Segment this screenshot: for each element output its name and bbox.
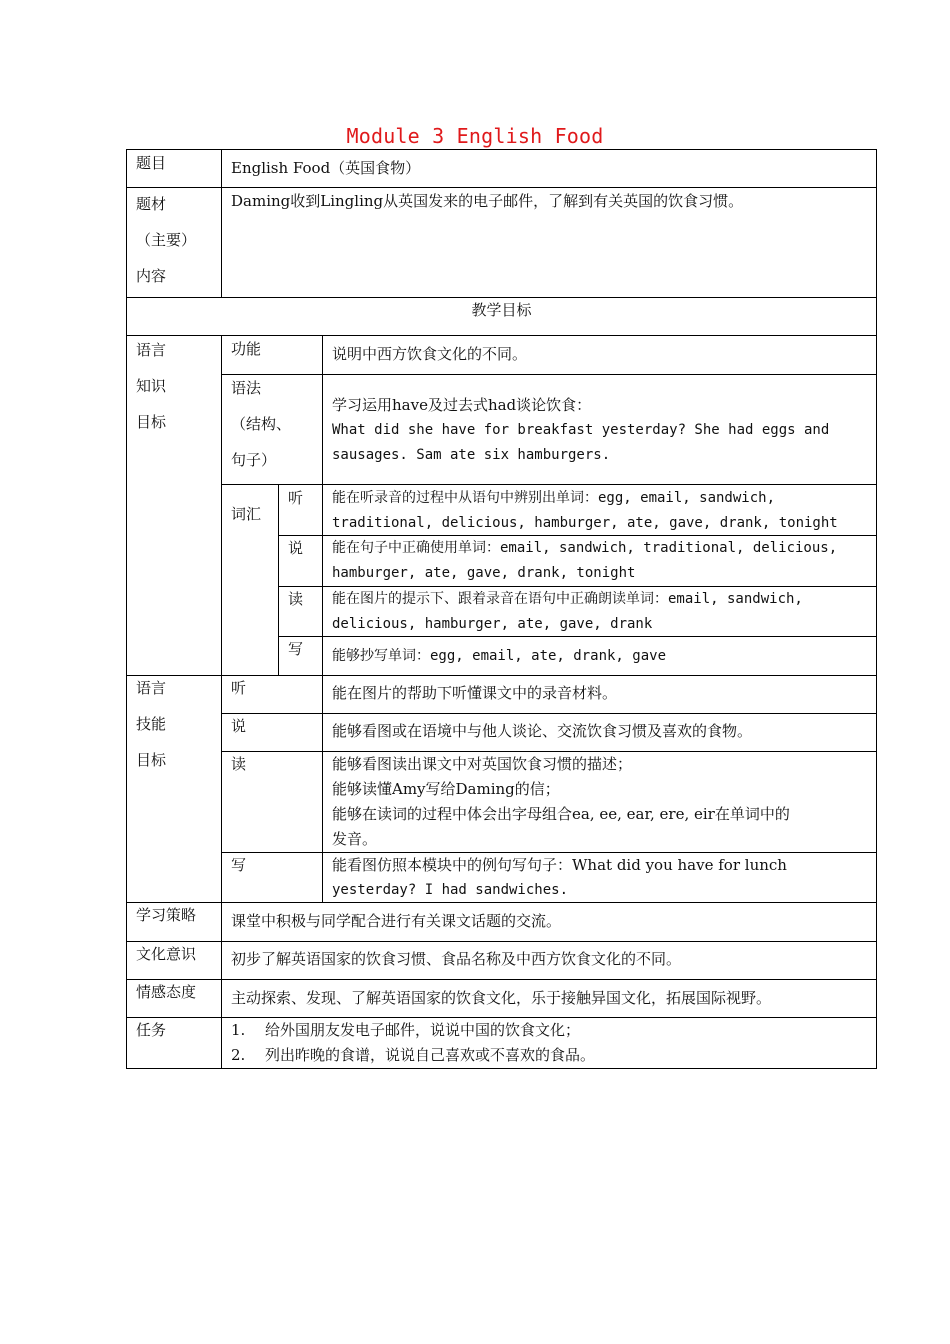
skill-line: yesterday? I had sandwiches.	[332, 882, 569, 898]
skill-line: 能在图片的帮助下听懂课文中的录音材料。	[332, 684, 618, 702]
vocab-line: 能在听录音的过程中从语句中辨别出单词：egg, email, sandwich,	[332, 490, 776, 506]
vocab-listen-text	[323, 486, 876, 536]
vocab-skill-listen: 听	[288, 489, 304, 507]
content-value: Daming收到Lingling从英国发来的电子邮件，了解到有关英国的饮食习惯。	[231, 192, 744, 210]
content-label-line: （主要）	[136, 231, 197, 249]
vocab-read-text	[323, 587, 876, 637]
vocab-speak-text	[323, 536, 876, 586]
attitude-value: 主动探索、发现、了解英语国家的饮食文化，乐于接触异国文化，拓展国际视野。	[231, 989, 772, 1007]
task-number: 1.	[231, 1021, 246, 1039]
function-label: 功能	[231, 340, 262, 358]
grammar-label-line: （结构、	[231, 415, 292, 433]
tasks-list	[222, 1018, 876, 1068]
skills-label-line: 技能	[136, 715, 167, 733]
skill-write-text	[323, 853, 876, 903]
table-border-right	[876, 149, 877, 1069]
vocab-line: 能在句子中正确使用单词：email, sandwich, traditional, delicious,	[332, 540, 838, 556]
vocab-skill-write: 写	[288, 640, 304, 658]
grammar-line: sausages. Sam ate six hamburgers.	[332, 447, 611, 463]
skill-write-label: 写	[231, 856, 247, 874]
content-label	[127, 186, 221, 294]
grammar-value	[323, 393, 876, 468]
skill-line: 发音。	[332, 830, 378, 848]
vocab-skill-speak: 说	[288, 539, 304, 557]
skill-speak-text	[323, 719, 876, 744]
knowledge-label-line: 语言	[136, 341, 167, 359]
grammar-label	[222, 370, 322, 478]
skill-line: 能够看图或在语境中与他人谈论、交流饮食习惯及喜欢的食物。	[332, 722, 753, 740]
row-divider	[221, 484, 877, 485]
knowledge-label	[127, 332, 221, 440]
grammar-line: What did she have for breakfast yesterday? She had eggs and	[332, 422, 830, 438]
vocab-line: 能够抄写单词：egg, email, ate, drank, gave	[332, 648, 667, 664]
row-divider	[126, 941, 877, 942]
vocab-line: hamburger, ate, gave, drank, tonight	[332, 565, 636, 581]
task-text: 列出昨晚的食谱，说说自己喜欢或不喜欢的食品。	[265, 1046, 596, 1064]
vocab-skill-read: 读	[288, 590, 304, 608]
content-label-line: 内容	[136, 267, 167, 285]
skill-read-label: 读	[231, 755, 247, 773]
skill-line: 能够在读词的过程中体会出字母组合ea, ee, ear, ere, eir在单词中的	[332, 805, 790, 823]
attitude-label: 情感态度	[136, 983, 197, 1001]
grammar-label-line: 句子）	[231, 451, 277, 469]
vocab-line: delicious, hamburger, ate, gave, drank	[332, 616, 653, 632]
skills-label	[127, 670, 221, 778]
row-divider	[126, 187, 877, 188]
strategy-value: 课堂中积极与同学配合进行有关课文话题的交流。	[231, 912, 562, 930]
document-title: Module 3 English Food	[346, 124, 604, 148]
strategy-label: 学习策略	[136, 906, 197, 924]
table-border-bottom	[126, 1068, 877, 1069]
vocab-write-text	[323, 644, 876, 669]
row-divider	[126, 335, 877, 336]
skill-line: 能看图仿照本模块中的例句写句子：What did you have for lunch	[332, 856, 787, 874]
grammar-line: 学习运用have及过去式had谈论饮食：	[332, 396, 592, 414]
content-label-line: 题材	[136, 195, 167, 213]
objectives-header: 教学目标	[471, 301, 532, 319]
row-divider	[126, 979, 877, 980]
skills-label-line: 语言	[136, 679, 167, 697]
skill-speak-label: 说	[231, 717, 247, 735]
task-item	[231, 1043, 876, 1068]
topic-label: 题目	[136, 154, 167, 172]
vocab-label: 词汇	[231, 505, 262, 523]
topic-value: English Food（英国食物）	[231, 159, 421, 177]
skill-listen-text	[323, 681, 876, 706]
skills-label-line: 目标	[136, 751, 167, 769]
vocab-line: 能在图片的提示下、跟着录音在语句中正确朗读单词：email, sandwich,	[332, 591, 803, 607]
skill-line: 能够看图读出课文中对英国饮食习惯的描述；	[332, 755, 633, 773]
task-text: 给外国朋友发电子邮件，说说中国的饮食文化；	[265, 1021, 581, 1039]
tasks-label: 任务	[136, 1021, 167, 1039]
knowledge-label-line: 目标	[136, 413, 167, 431]
skill-read-text	[323, 752, 876, 852]
vocab-line: traditional, delicious, hamburger, ate, gave, drank, tonight	[332, 515, 838, 531]
grammar-label-line: 语法	[231, 379, 262, 397]
table-border-top	[126, 149, 877, 150]
knowledge-label-line: 知识	[136, 377, 167, 395]
culture-value: 初步了解英语国家的饮食习惯、食品名称及中西方饮食文化的不同。	[231, 950, 682, 968]
culture-label: 文化意识	[136, 945, 197, 963]
task-item	[231, 1018, 876, 1043]
skill-listen-label: 听	[231, 679, 247, 697]
task-number: 2.	[231, 1046, 246, 1064]
function-value: 说明中西方饮食文化的不同。	[332, 345, 528, 363]
skill-line: 能够读懂Amy写给Daming的信；	[332, 780, 560, 798]
